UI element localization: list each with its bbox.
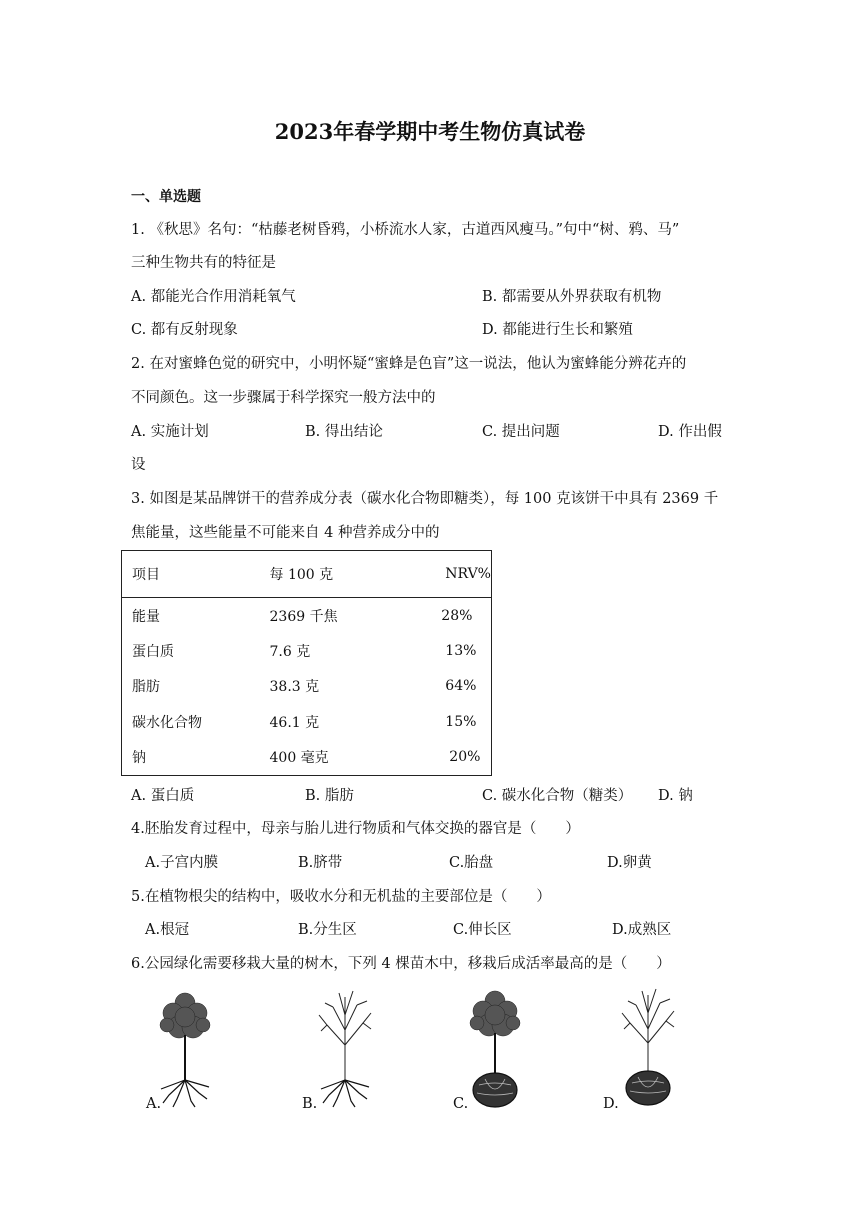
table-cell: 28%: [441, 607, 473, 624]
table-row: [122, 669, 492, 704]
table-cell: 2369 千焦: [269, 608, 338, 625]
q6-option-b: B.: [302, 1096, 318, 1112]
q3-option-a: A. 蛋白质: [131, 788, 195, 804]
q1-option-b: B. 都需要从外界获取有机物: [482, 289, 662, 305]
table-cell: 脂肪: [132, 679, 160, 696]
q2-stem-line2: 不同颜色。这一步骤属于科学探究一般方法中的: [131, 390, 436, 406]
table-cell: 碳水化合物: [132, 714, 202, 731]
q2-option-a: A. 实施计划: [131, 424, 209, 440]
q6-stem: 6.公园绿化需要移栽大量的树木，下列 4 棵苗木中，移栽后成活率最高的是（ ）: [131, 956, 671, 972]
q6-option-d: D.: [603, 1096, 619, 1112]
tree-bare-branches-root-ball-image: [618, 985, 678, 1110]
tree-bare-branches-bare-roots-image: [315, 985, 375, 1110]
table-row: [122, 704, 492, 739]
table-header-cell: 每 100 克: [270, 551, 418, 598]
q2-option-c: C. 提出问题: [482, 424, 560, 440]
nutrition-table: [121, 550, 492, 776]
table-row: [122, 634, 492, 669]
q5-option-a: A.根冠: [145, 922, 190, 938]
table-header-cell: NRV%: [417, 551, 491, 598]
q1-stem-line1: 1. 《秋思》名句：“枯藤老树昏鸦，小桥流水人家，古道西风瘦马。”句中“树、鸦、马”: [131, 222, 680, 238]
table-header-row: [122, 551, 492, 598]
table-header-cell: 项目: [122, 551, 270, 598]
q5-stem: 5.在植物根尖的结构中，吸收水分和无机盐的主要部位是（ ）: [131, 889, 551, 905]
table-cell: 15%: [445, 713, 477, 730]
q4-option-a: A.子宫内膜: [145, 855, 219, 871]
q4-stem: 4.胚胎发育过程中，母亲与胎儿进行物质和气体交换的器官是（ ）: [131, 821, 580, 837]
table-cell: 20%: [449, 749, 481, 766]
table-cell: 13%: [445, 643, 477, 660]
q3-option-b: B. 脂肪: [305, 788, 354, 804]
tree-leafy-bare-roots-image: [155, 985, 215, 1110]
tree-leafy-root-ball-image: [465, 985, 525, 1110]
table-cell: 能量: [132, 608, 160, 625]
table-cell: 7.6 克: [269, 644, 311, 661]
q4-option-b: B.脐带: [298, 855, 343, 871]
q4-option-d: D.卵黄: [607, 855, 652, 871]
q5-option-c: C.伸长区: [453, 922, 512, 938]
q2-stem-line1: 2. 在对蜜蜂色觉的研究中，小明怀疑“蜜蜂是色盲”这一说法，他认为蜜蜂能分辨花卉的: [131, 356, 687, 372]
q1-option-c: C. 都有反射现象: [131, 322, 238, 338]
table-cell: 钠: [132, 750, 146, 767]
q4-option-c: C.胎盘: [449, 855, 494, 871]
q2-option-b: B. 得出结论: [305, 424, 383, 440]
q3-option-d: D. 钠: [658, 788, 693, 804]
table-cell: 400 毫克: [269, 750, 329, 767]
q6-option-a: A.: [146, 1096, 162, 1112]
q1-stem-line2: 三种生物共有的特征是: [131, 255, 276, 271]
q5-option-d: D.成熟区: [612, 922, 672, 938]
q3-option-c: C. 碳水化合物（糖类）: [482, 788, 633, 804]
q3-stem-line2: 焦能量，这些能量不可能来自 4 种营养成分中的: [131, 525, 440, 541]
table-cell: 46.1 克: [269, 714, 320, 731]
table-cell: 64%: [445, 678, 477, 695]
q1-option-a: A. 都能光合作用消耗氧气: [131, 289, 296, 305]
q2-option-d: D. 作出假: [658, 424, 722, 440]
q1-option-d: D. 都能进行生长和繁殖: [482, 322, 633, 338]
table-cell: 38.3 克: [269, 679, 320, 696]
q3-stem-line1: 3. 如图是某品牌饼干的营养成分表（碳水化合物即糖类），每 100 克该饼干中具有 2369 千: [131, 491, 719, 507]
section-heading: 一、单选题: [131, 189, 201, 205]
exam-title: 2023年春学期中考生物仿真试卷: [274, 119, 586, 144]
q2-option-d-continued: 设: [131, 457, 146, 473]
q6-option-c: C.: [453, 1096, 469, 1112]
table-row: [122, 739, 492, 775]
q5-option-b: B.分生区: [298, 922, 357, 938]
table-cell: 蛋白质: [132, 644, 174, 661]
table-row: [122, 598, 492, 634]
